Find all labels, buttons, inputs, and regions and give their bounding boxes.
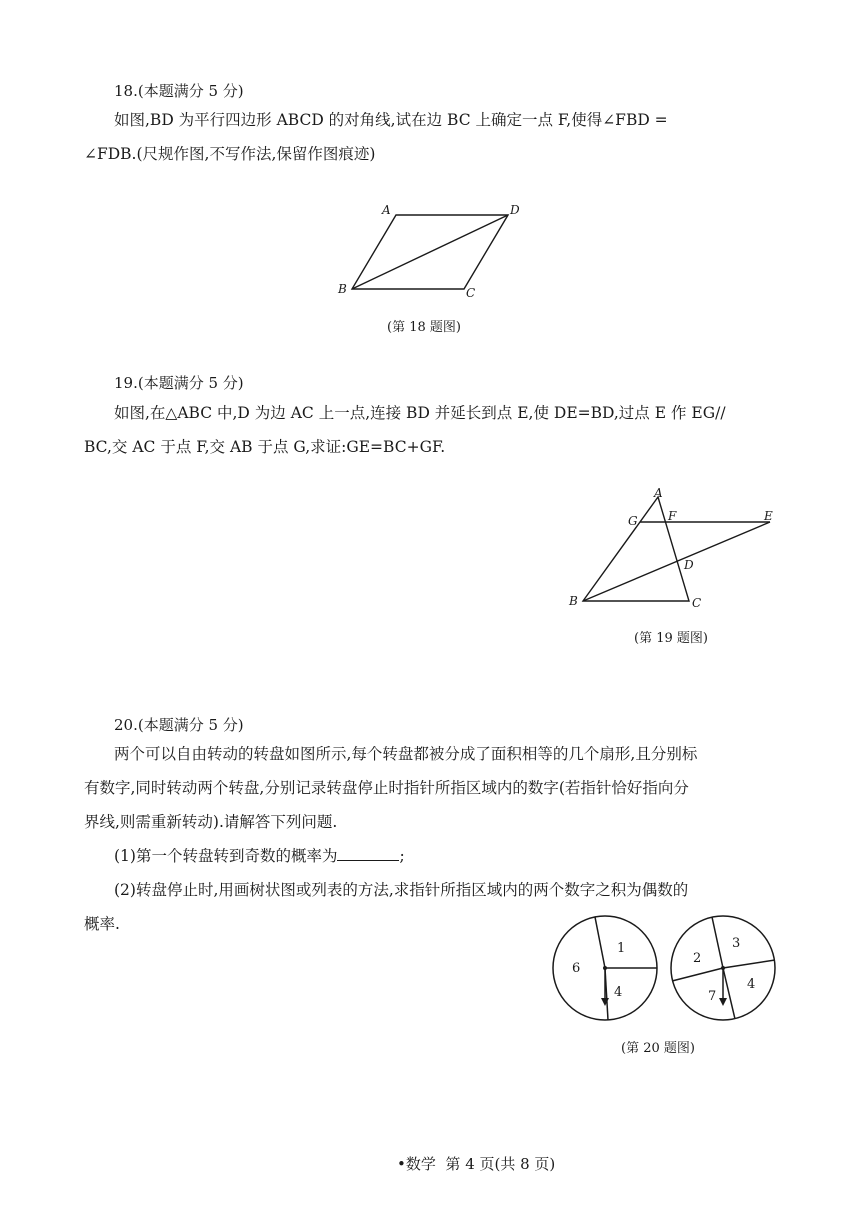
q19-figure — [565, 485, 805, 615]
label-a: A — [382, 203, 391, 217]
q19-text — [84, 396, 726, 464]
q19-line-2: BC,交 AC 于点 F,交 AB 于点 G,求证:GE=BC+GF. — [84, 438, 446, 456]
q19-line-1: 如图,在△ABC 中,D 为边 AC 上一点,连接 BD 并延长到点 E,使 DE=BD,过点 E 作 EG// — [114, 404, 726, 422]
q18-figure — [330, 200, 530, 300]
label-b: B — [338, 282, 347, 296]
q20-sub1-suffix: ; — [399, 847, 405, 865]
q20-sub2-line-2: 概率. — [84, 915, 120, 933]
q20-sub2-line-1: (2)转盘停止时,用画树状图或列表的方法,求指针所指区域内的两个数字之积为偶数的 — [114, 881, 689, 899]
spinner-2-center-dot — [721, 966, 725, 970]
q20-line-1: 两个可以自由转动的转盘如图所示,每个转盘都被分成了面积相等的几个扇形,且分别标 — [114, 745, 698, 763]
q20-caption: (第 20 题图) — [621, 1041, 695, 1056]
answer-blank[interactable] — [337, 846, 399, 861]
q18-line-1: 如图,BD 为平行四边形 ABCD 的对角线,试在边 BC 上确定一点 F,使得∠FBD = — [114, 111, 668, 129]
spinner-2-divider-right — [723, 960, 775, 968]
diagonal-bd — [352, 215, 508, 289]
q18-line-2: ∠FDB.(尺规作图,不写作法,保留作图痕迹) — [84, 145, 376, 163]
label-g: G — [628, 514, 638, 528]
q20-text — [84, 737, 697, 941]
spinner-1-sector-1: 1 — [617, 941, 626, 956]
label-a: A — [654, 486, 663, 500]
spinner-2-divider-left — [672, 968, 723, 981]
spinner-2-sector-3: 3 — [732, 936, 741, 951]
spinner-2-sector-7: 7 — [708, 989, 717, 1004]
page-footer — [397, 1153, 555, 1174]
spinner-2-divider-bottom — [723, 968, 735, 1019]
q18-caption: (第 18 题图) — [387, 320, 461, 335]
q20-sub1-prefix: (1)第一个转盘转到奇数的概率为 — [114, 847, 338, 865]
spinner-1-center-dot — [603, 966, 607, 970]
footer-page: 第 4 页(共 8 页) — [445, 1155, 556, 1173]
label-d: D — [510, 203, 520, 217]
label-e: E — [764, 509, 773, 523]
footer-dot: • — [397, 1155, 406, 1173]
label-b: B — [569, 594, 578, 608]
spinner-1-sector-6: 6 — [572, 961, 581, 976]
label-d: D — [684, 558, 694, 572]
spinner-1-divider-top — [595, 917, 605, 968]
spinner-2-divider-top — [712, 917, 723, 968]
q20-line-2: 有数字,同时转动两个转盘,分别记录转盘停止时指针所指区域内的数字(若指针恰好指向分 — [84, 779, 689, 797]
q20-sub1 — [84, 839, 697, 873]
spinner-2-arrowhead — [719, 998, 727, 1006]
q19-header: 19.(本题满分 5 分) — [114, 374, 244, 392]
spinner-2-sector-2: 2 — [693, 951, 702, 966]
spinner-1-sector-4: 4 — [614, 985, 623, 1000]
q18-header: 18.(本题满分 5 分) — [114, 82, 244, 100]
q20-figure — [550, 915, 790, 1030]
label-c: C — [466, 286, 476, 300]
q18-text — [84, 103, 668, 171]
footer-subject: 数学 — [405, 1155, 436, 1173]
q20-header: 20.(本题满分 5 分) — [114, 716, 244, 734]
q19-caption: (第 19 题图) — [634, 631, 708, 646]
label-f: F — [668, 509, 677, 523]
spinner-2-sector-4: 4 — [747, 977, 756, 992]
label-c: C — [692, 596, 702, 610]
q20-line-3: 界线,则需重新转动).请解答下列问题. — [84, 813, 338, 831]
